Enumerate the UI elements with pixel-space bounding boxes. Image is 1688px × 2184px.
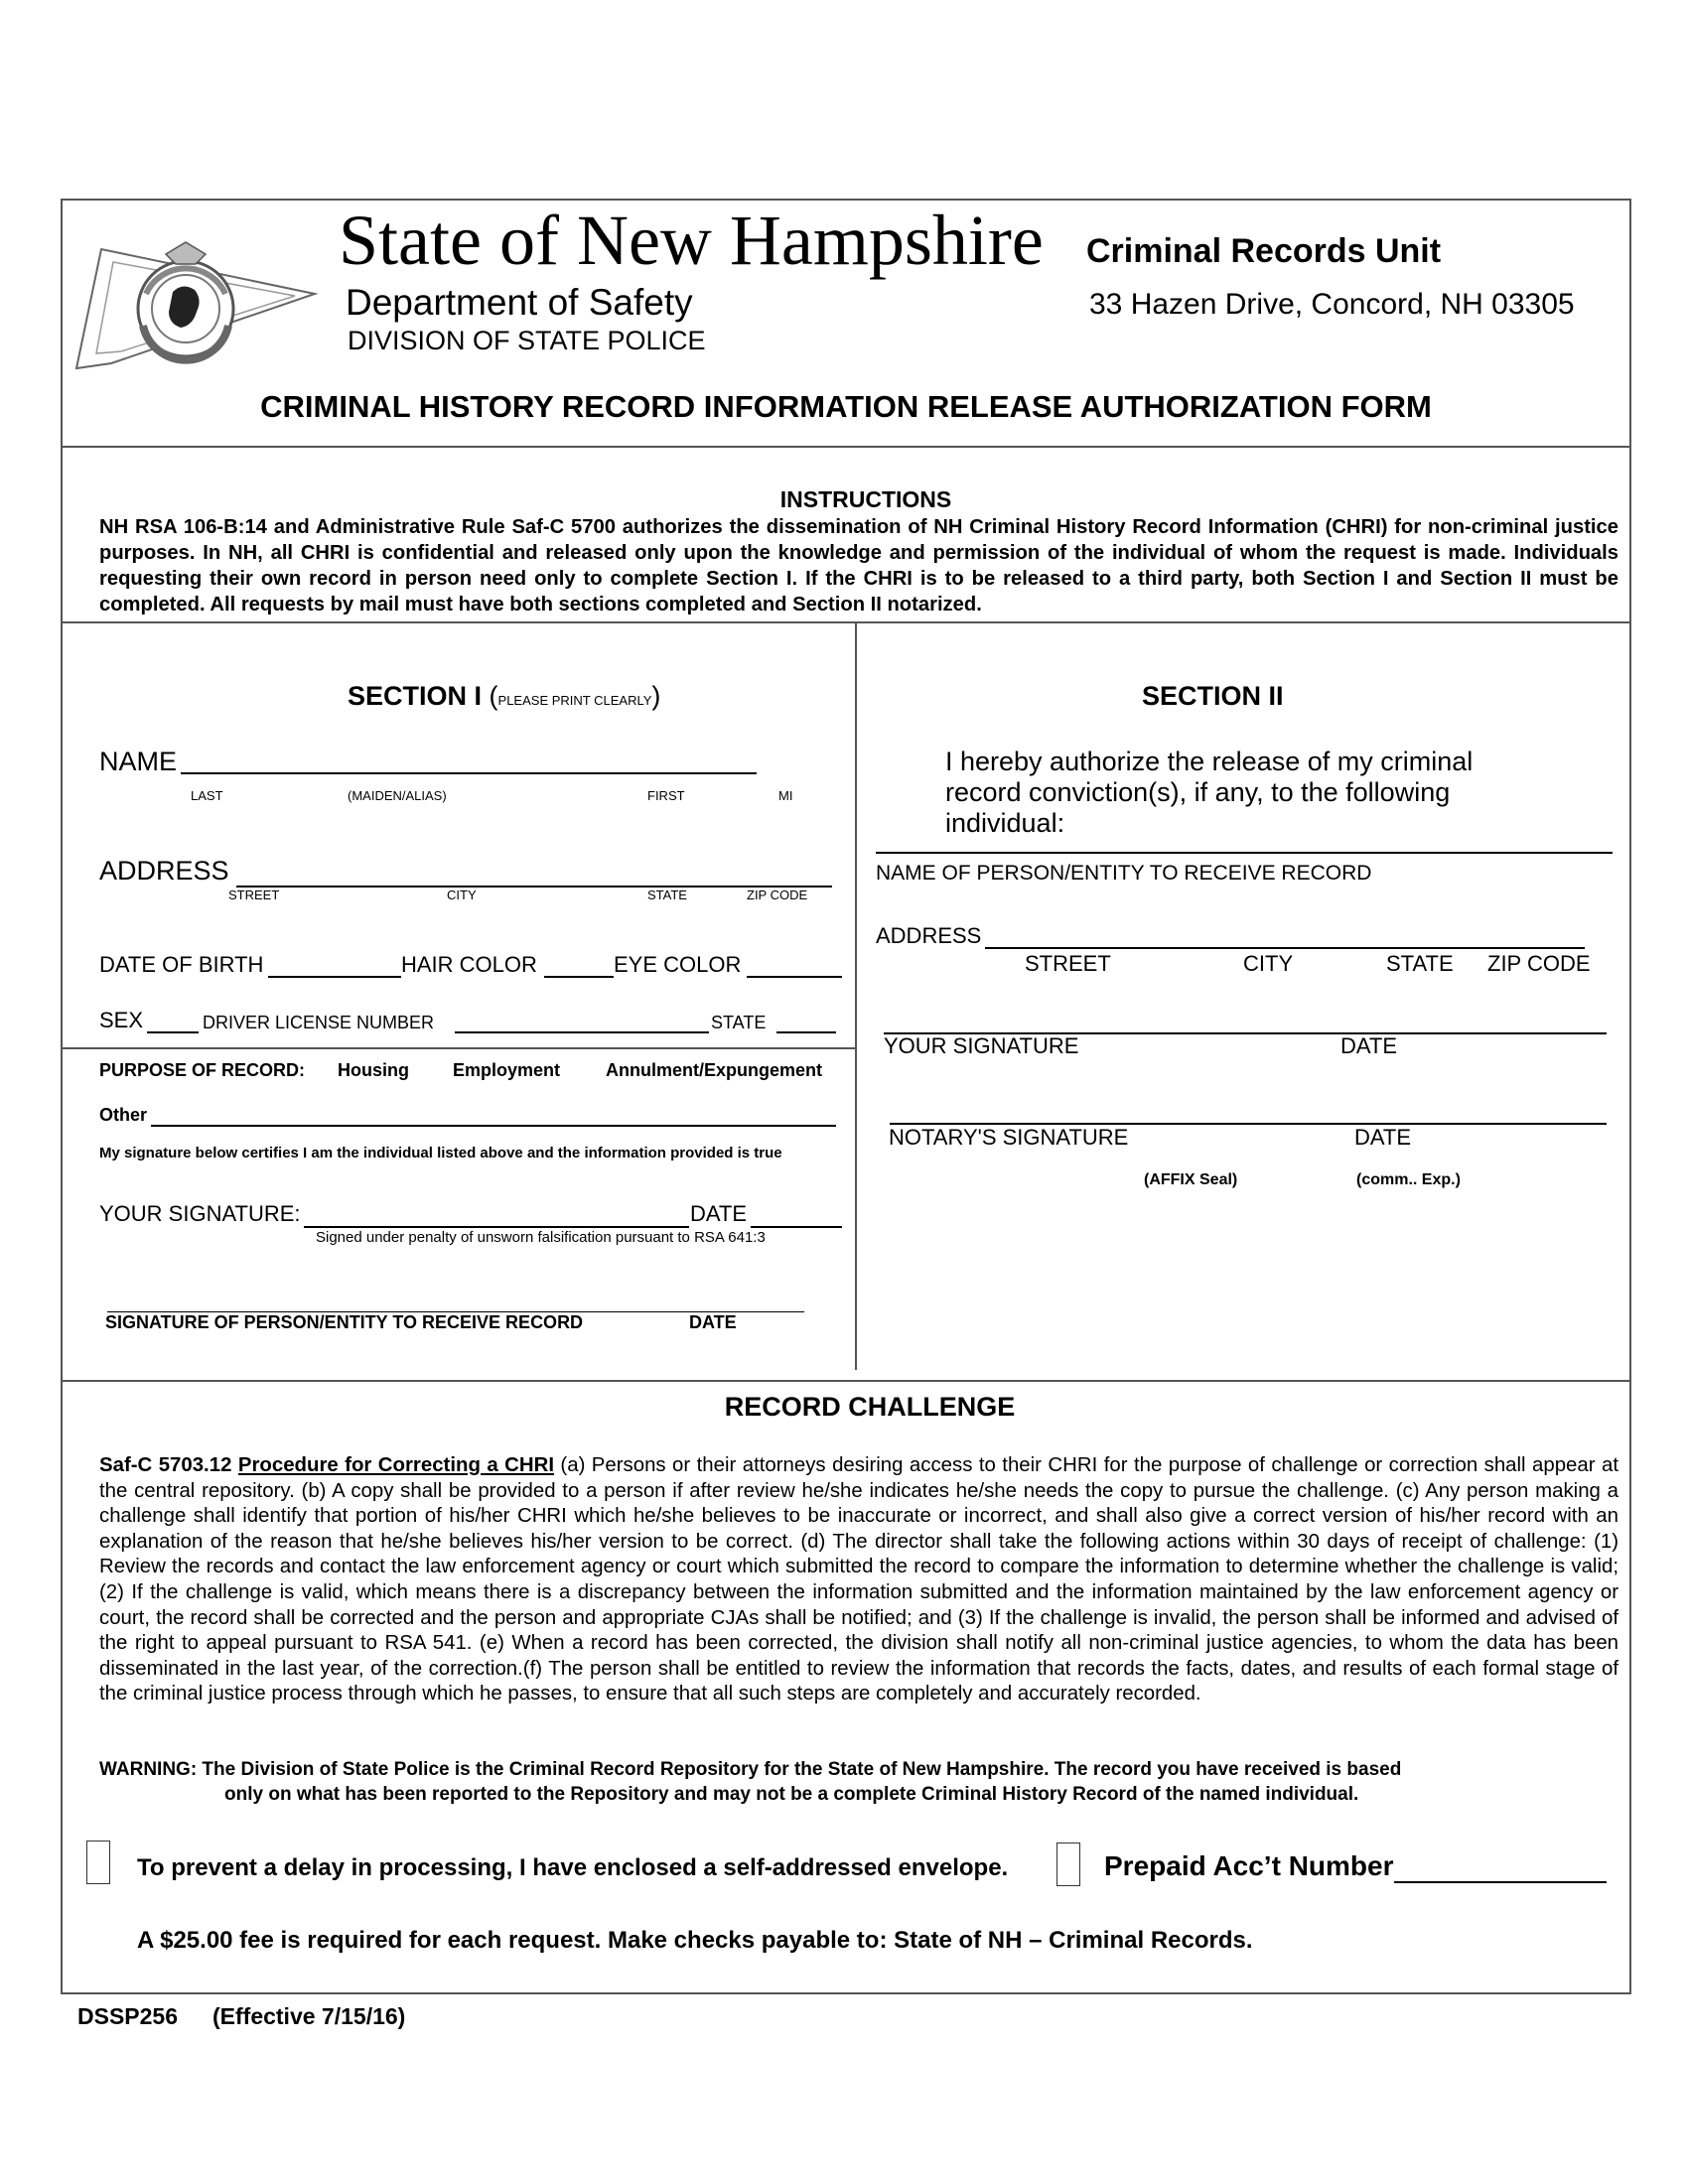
prepaid-checkbox[interactable] [1056, 1843, 1080, 1886]
eye-color-label: EYE COLOR [614, 952, 742, 977]
envelope-checkbox[interactable] [86, 1841, 110, 1884]
name-sub-maiden: (MAIDEN/ALIAS) [348, 788, 447, 803]
purpose-label: PURPOSE OF RECORD: [99, 1060, 306, 1080]
effective-date: (Effective 7/15/16) [212, 2003, 406, 2029]
warning-line2: only on what has been reported to the Repository and may not be a complete Criminal History Record of the named individual. [224, 1784, 1359, 1805]
section1-heading: SECTION I [348, 681, 483, 711]
address-field[interactable] [236, 886, 832, 887]
instructions-divider [61, 621, 1631, 623]
driver-license-field[interactable] [455, 1031, 709, 1033]
s2-signature-label: YOUR SIGNATURE [884, 1033, 1079, 1058]
section1-paren-close: ) [651, 681, 661, 711]
other-label: Other [99, 1105, 148, 1125]
comm-note: (comm.. Exp.) [1356, 1171, 1461, 1188]
state-title: State of New Hampshire [339, 201, 1044, 280]
sections-bottom-divider [61, 1380, 1631, 1382]
section1-title [348, 681, 660, 712]
address-sub-street: STREET [228, 887, 280, 902]
name-sub-mi: MI [778, 788, 793, 803]
s2-address-zip: ZIP CODE [1487, 951, 1591, 976]
address-label: ADDRESS [99, 856, 229, 886]
seal-note: (AFFIX Seal) [1144, 1171, 1238, 1188]
sex-label: SEX [99, 1008, 144, 1032]
form-title: CRIMINAL HISTORY RECORD INFORMATION RELEASE AUTHORIZATION FORM [260, 389, 1432, 424]
recipient-signature-label: SIGNATURE OF PERSON/ENTITY TO RECEIVE RECORD [105, 1312, 584, 1332]
envelope-text: To prevent a delay in processing, I have enclosed a self-addressed envelope. [137, 1854, 1009, 1881]
name-sub-last: LAST [191, 788, 223, 803]
challenge-procedure: Procedure for Correcting a CHRI [237, 1454, 554, 1476]
s2-address-state: STATE [1386, 951, 1454, 976]
form-border [61, 199, 1631, 1994]
address-sub-state: STATE [647, 887, 687, 902]
name-sub-first: FIRST [647, 788, 685, 803]
dob-label: DATE OF BIRTH [99, 952, 264, 977]
instructions-body: NH RSA 106-B:14 and Administrative Rule Saf-C 5700 authorizes the dissemination of NH Criminal History Record Information (CHRI) for non-criminal justice purposes. In NH, all CHRI is confidential and released only upon the knowledge and permission of the individual of whom the request is made. Individuals requesting their own record in person need only to complete Section I. If the CHRI is to be released to a third party, both Section I and Section II must be completed. All requests by mail must have both sections completed and Section II notarized. [99, 516, 1618, 615]
unit-title: Criminal Records Unit [1086, 232, 1442, 270]
driver-license-label: DRIVER LICENSE NUMBER [203, 1013, 435, 1032]
prepaid-account-field[interactable] [1394, 1881, 1607, 1883]
signature-label: YOUR SIGNATURE: [99, 1201, 301, 1226]
hair-color-label: HAIR COLOR [401, 952, 537, 977]
challenge-text: (a) Persons or their attorneys desiring access to their CHRI for the purpose of challenge or correction shall appear at the central repository. (b) A copy shall be provided to a person if after review he/she indicates he/she needs the copy to pursue the challenge. (c) Any person making a challenge shall identify that portion of his/her CHRI which he/she believes to be inaccurate or incorrect, and shall also give a correct version of his/her record with an explanation of the reason that he/she believes his/her version to be correct. (d) The director shall take the following actions within 30 days of receipt of challenge: (1) Review the records and contact the law enforcement agency or court which submitted the record to compare the information to determine whether the challenge is valid; (2) If the challenge is valid, which means there is a discrepancy between the information submitted and the information maintained by the law enforcement agency or court, the record shall be corrected and the person and appropriate CJAs shall be notified; and (3) If the challenge is invalid, the person shall be informed and advised of the right to appeal pursuant to RSA 541. (e) When a record has been corrected, the division shall notify all non-criminal justice agencies, to whom the data has been disseminated in the last year, of the correction.(f) The person shall be entitled to review the information that records the facts, dates, and results of each formal stage of the criminal justice process through which he passes, to ensure that all such steps are completely and accurately recorded. [99, 1454, 1618, 1706]
other-field[interactable] [151, 1125, 836, 1127]
division-name: DIVISION OF STATE POLICE [348, 326, 706, 355]
recipient-name-field[interactable] [876, 852, 1613, 854]
state-police-badge-icon [71, 234, 320, 383]
recipient-date-label: DATE [689, 1312, 737, 1332]
purpose-divider [61, 1047, 855, 1049]
section1-paren-open: ( [489, 681, 498, 711]
section1-note: PLEASE PRINT CLEARLY [497, 693, 652, 708]
purpose-housing[interactable]: Housing [338, 1060, 409, 1080]
office-address: 33 Hazen Drive, Concord, NH 03305 [1089, 288, 1575, 321]
dl-state-label: STATE [711, 1013, 767, 1032]
purpose-annulment[interactable]: Annulment/Expungement [606, 1060, 823, 1080]
challenge-body [99, 1453, 1618, 1707]
prepaid-label: Prepaid Acc’t Number [1104, 1850, 1394, 1881]
notary-signature-label: NOTARY'S SIGNATURE [889, 1125, 1129, 1150]
warning-line1: WARNING: The Division of State Police is the Criminal Record Repository for the State of New Hampshire. The record you have received is based [99, 1759, 1402, 1780]
address-sub-city: CITY [447, 887, 477, 902]
signature-date-label: DATE [690, 1201, 748, 1226]
certify-text: My signature below certifies I am the individual listed above and the information provided is true [99, 1145, 782, 1161]
penalty-text: Signed under penalty of unsworn falsification pursuant to RSA 641:3 [316, 1229, 766, 1246]
name-label: NAME [99, 747, 178, 776]
address-sub-zip: ZIP CODE [747, 887, 808, 902]
signature-field[interactable] [304, 1226, 689, 1228]
purpose-employment[interactable]: Employment [453, 1060, 561, 1080]
notary-date-label: DATE [1354, 1125, 1412, 1150]
form-code: DSSP256 [77, 2003, 179, 2029]
s2-address-label: ADDRESS [876, 923, 982, 948]
dl-state-field[interactable] [776, 1031, 836, 1033]
s2-address-field[interactable] [985, 947, 1585, 949]
department-name: Department of Safety [346, 282, 693, 323]
dob-field[interactable] [268, 976, 401, 978]
s2-address-city: CITY [1243, 951, 1294, 976]
instructions-title: INSTRUCTIONS [779, 486, 952, 512]
section2-title: SECTION II [1142, 681, 1284, 711]
s2-date-label: DATE [1340, 1033, 1398, 1058]
eye-color-field[interactable] [747, 976, 842, 978]
fee-text: A $25.00 fee is required for each request. Make checks payable to: State of NH – Criminal Records. [137, 1927, 1253, 1954]
s2-address-street: STREET [1025, 951, 1111, 976]
challenge-title: RECORD CHALLENGE [724, 1392, 1016, 1422]
section-divider [855, 621, 857, 1370]
signature-date-field[interactable] [751, 1226, 842, 1228]
header-divider [61, 446, 1631, 448]
authorize-text: I hereby authorize the release of my criminal record conviction(s), if any, to the following individual: [945, 747, 1474, 838]
hair-color-field[interactable] [544, 976, 614, 978]
sex-field[interactable] [147, 1031, 199, 1033]
name-field[interactable] [181, 772, 757, 774]
recipient-name-label: NAME OF PERSON/ENTITY TO RECEIVE RECORD [876, 862, 1372, 885]
challenge-rule: Saf-C 5703.12 [99, 1454, 232, 1476]
